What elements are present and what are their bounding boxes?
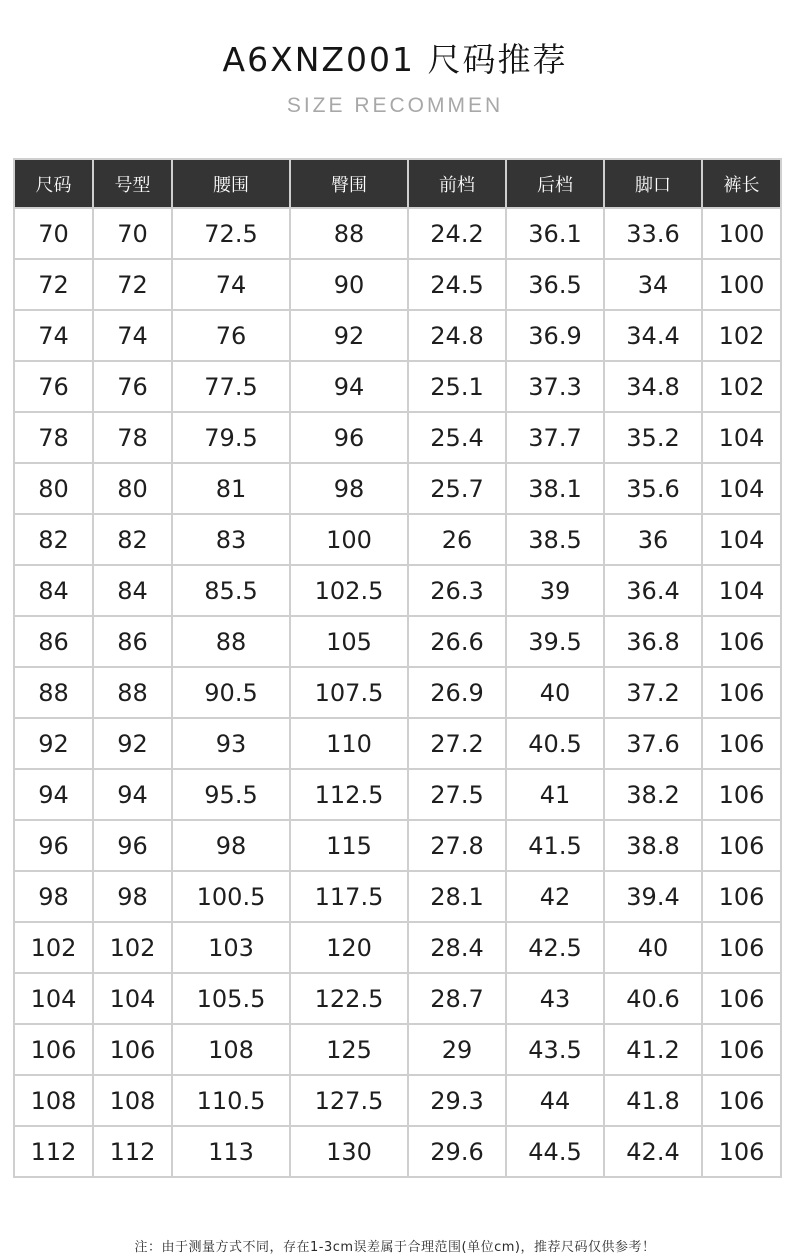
table-cell: 42.4 (604, 1126, 702, 1177)
table-cell: 43 (506, 973, 604, 1024)
table-cell: 42 (506, 871, 604, 922)
table-body (14, 208, 781, 1177)
table-row (14, 361, 781, 412)
table-cell: 84 (14, 565, 93, 616)
table-cell: 25.1 (408, 361, 506, 412)
table-cell: 36.8 (604, 616, 702, 667)
table-cell: 106 (702, 667, 781, 718)
table-cell: 26 (408, 514, 506, 565)
table-cell: 72.5 (172, 208, 290, 259)
table-cell: 24.2 (408, 208, 506, 259)
table-cell: 112 (14, 1126, 93, 1177)
table-cell: 106 (702, 1126, 781, 1177)
table-cell: 29 (408, 1024, 506, 1075)
page-title: A6XNZ001 尺码推荐 (222, 40, 568, 79)
table-row (14, 1024, 781, 1075)
table-cell: 76 (14, 361, 93, 412)
table-row (14, 718, 781, 769)
header-waist: 腰围 (172, 159, 290, 208)
table-cell: 92 (290, 310, 408, 361)
table-cell: 100 (702, 208, 781, 259)
footnote: 注：由于测量方式不同，存在1-3cm误差属于合理范围(单位cm)，推荐尺码仅供参考！ (134, 1240, 656, 1255)
table-cell: 106 (702, 922, 781, 973)
table-cell: 106 (702, 718, 781, 769)
table-cell: 86 (14, 616, 93, 667)
table-cell: 36.5 (506, 259, 604, 310)
table-cell: 24.8 (408, 310, 506, 361)
table-cell: 90.5 (172, 667, 290, 718)
table-cell: 41.8 (604, 1075, 702, 1126)
table-cell: 37.7 (506, 412, 604, 463)
table-cell: 117.5 (290, 871, 408, 922)
table-cell: 35.2 (604, 412, 702, 463)
table-cell: 44.5 (506, 1126, 604, 1177)
table-cell: 26.9 (408, 667, 506, 718)
table-cell: 94 (14, 769, 93, 820)
table-cell: 28.7 (408, 973, 506, 1024)
table-cell: 76 (93, 361, 172, 412)
table-cell: 106 (702, 1024, 781, 1075)
table-cell: 28.4 (408, 922, 506, 973)
table-row (14, 259, 781, 310)
table-row (14, 922, 781, 973)
table-cell: 106 (93, 1024, 172, 1075)
table-cell: 94 (93, 769, 172, 820)
table-cell: 70 (14, 208, 93, 259)
header-model: 号型 (93, 159, 172, 208)
table-cell: 108 (93, 1075, 172, 1126)
table-cell: 106 (702, 820, 781, 871)
table-cell: 82 (14, 514, 93, 565)
table-cell: 104 (93, 973, 172, 1024)
table-cell: 88 (290, 208, 408, 259)
table-cell: 107.5 (290, 667, 408, 718)
table-cell: 88 (93, 667, 172, 718)
table-cell: 40.5 (506, 718, 604, 769)
table-cell: 103 (172, 922, 290, 973)
table-cell: 26.3 (408, 565, 506, 616)
table-cell: 88 (172, 616, 290, 667)
table-cell: 78 (93, 412, 172, 463)
table-cell: 35.6 (604, 463, 702, 514)
table-cell: 86 (93, 616, 172, 667)
table-cell: 105 (290, 616, 408, 667)
table-row (14, 667, 781, 718)
table-cell: 41.2 (604, 1024, 702, 1075)
table-cell: 102 (93, 922, 172, 973)
header-size: 尺码 (14, 159, 93, 208)
table-cell: 82 (93, 514, 172, 565)
table-cell: 92 (14, 718, 93, 769)
table-cell: 104 (702, 463, 781, 514)
table-cell: 95.5 (172, 769, 290, 820)
table-cell: 25.4 (408, 412, 506, 463)
header-leg-opening: 脚口 (604, 159, 702, 208)
table-cell: 98 (172, 820, 290, 871)
table-cell: 112 (93, 1126, 172, 1177)
table-row (14, 973, 781, 1024)
table-row (14, 565, 781, 616)
table-cell: 130 (290, 1126, 408, 1177)
table-cell: 39.4 (604, 871, 702, 922)
table-cell: 94 (290, 361, 408, 412)
table-cell: 106 (702, 769, 781, 820)
table-cell: 106 (702, 871, 781, 922)
table-cell: 72 (93, 259, 172, 310)
table-cell: 38.8 (604, 820, 702, 871)
table-cell: 38.5 (506, 514, 604, 565)
table-cell: 40 (506, 667, 604, 718)
table-cell: 27.2 (408, 718, 506, 769)
table-cell: 92 (93, 718, 172, 769)
table-cell: 36.4 (604, 565, 702, 616)
table-cell: 102 (702, 310, 781, 361)
table-cell: 113 (172, 1126, 290, 1177)
table-cell: 106 (702, 616, 781, 667)
table-cell: 98 (93, 871, 172, 922)
table-cell: 110 (290, 718, 408, 769)
table-cell: 100 (290, 514, 408, 565)
table-cell: 81 (172, 463, 290, 514)
table-cell: 27.8 (408, 820, 506, 871)
table-cell: 41.5 (506, 820, 604, 871)
table-cell: 76 (172, 310, 290, 361)
table-cell: 98 (290, 463, 408, 514)
table-cell: 74 (14, 310, 93, 361)
table-cell: 38.2 (604, 769, 702, 820)
table-cell: 88 (14, 667, 93, 718)
table-cell: 29.6 (408, 1126, 506, 1177)
table-row (14, 820, 781, 871)
page-subtitle: SIZE RECOMMEN (286, 94, 504, 117)
table-row (14, 412, 781, 463)
table-cell: 104 (14, 973, 93, 1024)
header-front-rise: 前档 (408, 159, 506, 208)
table-cell: 96 (290, 412, 408, 463)
header-back-rise: 后档 (506, 159, 604, 208)
table-cell: 90 (290, 259, 408, 310)
table-cell: 44 (506, 1075, 604, 1126)
table-cell: 39 (506, 565, 604, 616)
table-cell: 25.7 (408, 463, 506, 514)
table-cell: 37.6 (604, 718, 702, 769)
table-cell: 106 (702, 973, 781, 1024)
table-cell: 93 (172, 718, 290, 769)
table-cell: 106 (702, 1075, 781, 1126)
table-cell: 104 (702, 514, 781, 565)
table-cell: 100.5 (172, 871, 290, 922)
table-cell: 102 (14, 922, 93, 973)
table-cell: 78 (14, 412, 93, 463)
table-header-row (14, 159, 781, 208)
table-cell: 43.5 (506, 1024, 604, 1075)
table-row (14, 616, 781, 667)
table-cell: 79.5 (172, 412, 290, 463)
header-hip: 臀围 (290, 159, 408, 208)
table-row (14, 208, 781, 259)
table-cell: 36.1 (506, 208, 604, 259)
table-cell: 96 (93, 820, 172, 871)
table-row (14, 1126, 781, 1177)
table-cell: 108 (172, 1024, 290, 1075)
table-cell: 36.9 (506, 310, 604, 361)
table-cell: 34.4 (604, 310, 702, 361)
table-cell: 104 (702, 565, 781, 616)
table-cell: 74 (93, 310, 172, 361)
table-cell: 72 (14, 259, 93, 310)
table-cell: 102.5 (290, 565, 408, 616)
table-cell: 34 (604, 259, 702, 310)
table-cell: 42.5 (506, 922, 604, 973)
table-cell: 96 (14, 820, 93, 871)
table-cell: 105.5 (172, 973, 290, 1024)
table-cell: 98 (14, 871, 93, 922)
table-cell: 110.5 (172, 1075, 290, 1126)
size-table (13, 158, 782, 1178)
table-cell: 83 (172, 514, 290, 565)
table-cell: 37.3 (506, 361, 604, 412)
table-row (14, 310, 781, 361)
table-cell: 127.5 (290, 1075, 408, 1126)
table-cell: 108 (14, 1075, 93, 1126)
table-cell: 34.8 (604, 361, 702, 412)
table-cell: 74 (172, 259, 290, 310)
table-cell: 112.5 (290, 769, 408, 820)
table-cell: 36 (604, 514, 702, 565)
table-cell: 125 (290, 1024, 408, 1075)
table-cell: 41 (506, 769, 604, 820)
table-cell: 70 (93, 208, 172, 259)
table-cell: 39.5 (506, 616, 604, 667)
table-cell: 120 (290, 922, 408, 973)
table-cell: 77.5 (172, 361, 290, 412)
table-row (14, 463, 781, 514)
table-cell: 27.5 (408, 769, 506, 820)
table-cell: 26.6 (408, 616, 506, 667)
table-cell: 29.3 (408, 1075, 506, 1126)
table-cell: 38.1 (506, 463, 604, 514)
table-cell: 104 (702, 412, 781, 463)
table-cell: 28.1 (408, 871, 506, 922)
table-cell: 40 (604, 922, 702, 973)
table-cell: 33.6 (604, 208, 702, 259)
table-cell: 106 (14, 1024, 93, 1075)
table-cell: 80 (93, 463, 172, 514)
table-row (14, 1075, 781, 1126)
table-cell: 115 (290, 820, 408, 871)
table-cell: 100 (702, 259, 781, 310)
table-row (14, 769, 781, 820)
table-cell: 24.5 (408, 259, 506, 310)
table-cell: 85.5 (172, 565, 290, 616)
table-cell: 122.5 (290, 973, 408, 1024)
table-cell: 80 (14, 463, 93, 514)
table-row (14, 514, 781, 565)
header-pants-length: 裤长 (702, 159, 781, 208)
table-cell: 102 (702, 361, 781, 412)
table-row (14, 871, 781, 922)
table-cell: 84 (93, 565, 172, 616)
table-cell: 37.2 (604, 667, 702, 718)
table-cell: 40.6 (604, 973, 702, 1024)
